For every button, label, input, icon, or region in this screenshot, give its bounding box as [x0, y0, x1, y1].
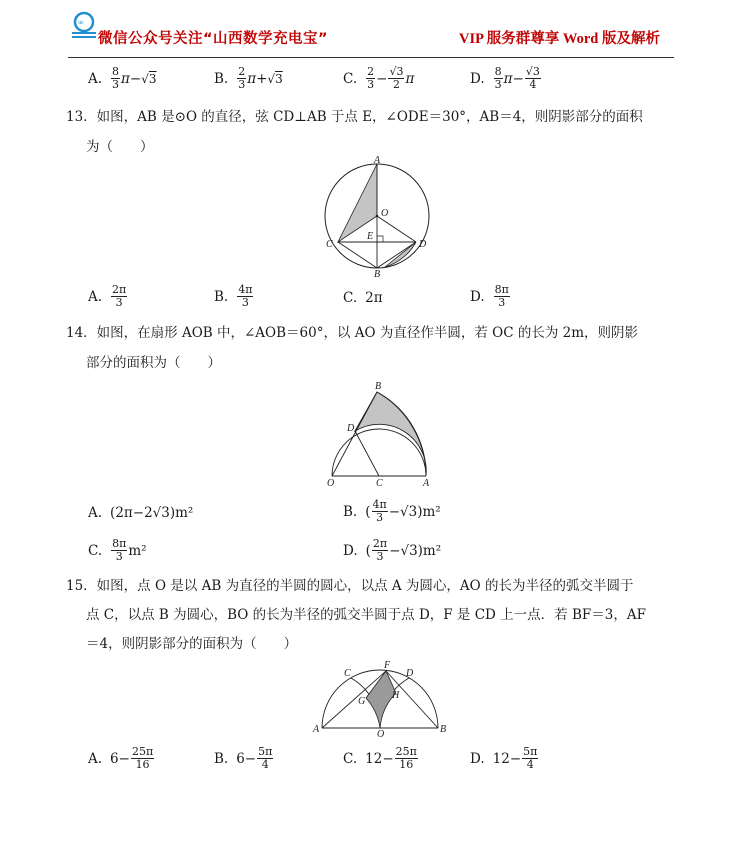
prev-option-d[interactable]: D. $\frac{8}{3}$ π− $\frac{√3}{4}$	[470, 65, 540, 91]
q13-line-1: 13．如图，AB 是⊙O 的直径，弦 CD⊥AB 于点 E，∠ODE＝30°，AB＝4，则阴影部分的面积	[66, 109, 643, 125]
q14-option-a[interactable]: A. (2π−2√3)m²	[88, 505, 194, 521]
q14-line-1: 14．如图，在扇形 AOB 中，∠AOB＝60°，以 AO 为直径作半圆，若 OC 的长为 2m，则阴影	[66, 325, 639, 341]
q15-label-h: H	[392, 690, 400, 701]
q15-option-b[interactable]: B. 6− $\frac{5\pi}{4}$	[214, 745, 273, 771]
q14-label-o: O	[327, 478, 335, 488]
q15-label-d: D	[406, 668, 414, 679]
q14-text	[66, 318, 686, 378]
q14-label-a: A	[423, 478, 430, 488]
q13-label-b: B	[374, 269, 381, 280]
q15-option-d[interactable]: D. 12− $\frac{5\pi}{4}$	[470, 745, 538, 771]
header-divider	[68, 57, 674, 58]
header-right-text: VIP 服务群尊享 Word 版及解析	[459, 31, 660, 47]
q15-label-f: F	[384, 660, 391, 671]
q15-line-3: ＝4，则阴影部分的面积为（ ）	[86, 636, 298, 652]
prev-option-a[interactable]: A. $\frac{8}{3}$ π− √3	[88, 65, 157, 91]
prev-option-b[interactable]: B. $\frac{2}{3}$ π+ √3	[214, 65, 283, 91]
logo	[68, 10, 100, 42]
q13-label-c: C	[326, 239, 333, 250]
q14-figure	[320, 378, 440, 488]
q13-option-c[interactable]: C. 2π	[343, 290, 383, 306]
q15-option-a[interactable]: A. 6− $\frac{25\pi}{16}$	[88, 745, 154, 771]
q14-line-2: 部分的面积为（ ）	[86, 355, 221, 371]
q15-line-2: 点 C，以点 B 为圆心，BO 的长为半径的弧交半圆于点 D，F 是 CD 上一点．若 BF＝3，AF	[86, 607, 646, 623]
q13-text	[66, 102, 686, 162]
q14-option-d[interactable]: D. ( $\frac{2\pi}{3}$ −√3)m²	[343, 537, 442, 563]
q15-label-b: B	[440, 724, 447, 735]
q15-label-g: G	[358, 696, 366, 707]
q13-option-a[interactable]: A. $\frac{2\pi}{3}$	[88, 283, 127, 309]
q15-label-a: A	[313, 724, 320, 735]
q13-label-a: A	[374, 155, 381, 166]
q15-label-o: O	[377, 729, 385, 738]
q13-label-d: D	[419, 239, 427, 250]
q15-figure	[310, 658, 450, 738]
q13-label-o: O	[381, 208, 389, 219]
q15-option-c[interactable]: C. 12− $\frac{25\pi}{16}$	[343, 745, 417, 771]
logo-icon	[68, 10, 100, 42]
header-left-text: 微信公众号关注“山西数学充电宝”	[98, 31, 329, 47]
q13-option-d[interactable]: D. $\frac{8\pi}{3}$	[470, 283, 509, 309]
q14-label-b: B	[375, 381, 382, 392]
q13-line-2: 为（ ）	[86, 139, 154, 155]
svg-text:∞: ∞	[78, 18, 84, 27]
q13-figure	[320, 155, 440, 280]
q13-option-b[interactable]: B. $\frac{4\pi}{3}$	[214, 283, 253, 309]
prev-option-c[interactable]: C. $\frac{2}{3}$ − $\frac{√3}{2}$ π	[343, 65, 415, 91]
q14-option-b[interactable]: B. ( $\frac{4\pi}{3}$ −√3)m²	[343, 498, 441, 524]
q15-text	[66, 572, 686, 659]
q15-line-1: 15．如图，点 O 是以 AB 为直径的半圆的圆心，以点 A 为圆心，AO 的长为半径的弧交半圆于	[66, 578, 634, 594]
q14-option-c[interactable]: C. $\frac{8\pi}{3}$ m²	[88, 537, 147, 563]
q14-label-c: C	[376, 478, 383, 488]
q14-label-d: D	[347, 423, 355, 434]
q15-label-c: C	[344, 668, 351, 679]
q13-label-e: E	[367, 231, 374, 242]
